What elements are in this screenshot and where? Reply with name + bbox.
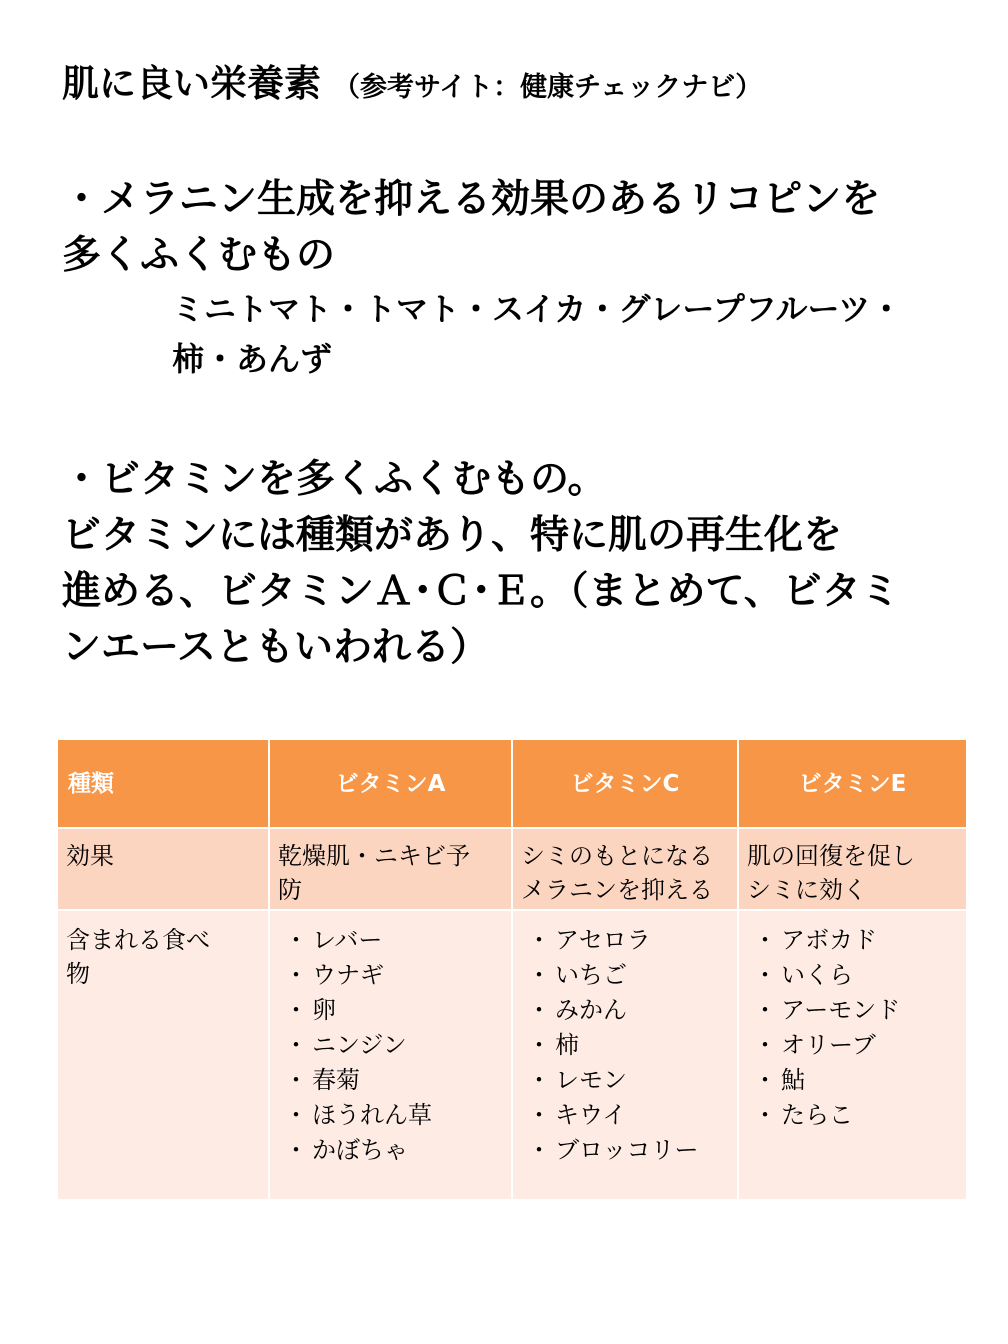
lycopene-heading-line: 多くふくむもの [62, 233, 336, 278]
lycopene-foods-line: 柿・あんず [172, 340, 333, 378]
bullet-mark: ・ [284, 996, 308, 1024]
list-item [521, 1098, 729, 1133]
food-list-vitamin-e [747, 923, 958, 1133]
lycopene-foods [172, 284, 962, 384]
bullet-mark: ・ [753, 996, 777, 1024]
list-item [747, 958, 958, 993]
effect-line: 防 [278, 876, 302, 904]
header-vitamin-c: ビタミンC [512, 740, 738, 828]
food-name: 春菊 [312, 1066, 360, 1094]
food-list-vitamin-a [278, 923, 503, 1168]
food-name: アーモンド [781, 996, 901, 1024]
list-item [521, 1028, 729, 1063]
effect-label: 効果 [58, 828, 269, 910]
bullet-mark: ・ [527, 1031, 551, 1059]
bullet-mark: ・ [284, 1031, 308, 1059]
lycopene-foods-line: ミニトマト・トマト・スイカ・グレープフルーツ・ [172, 290, 903, 328]
lycopene-section [62, 172, 962, 384]
title-main: 肌に良い栄養素 [62, 62, 321, 105]
list-item [747, 923, 958, 958]
table-row-foods [58, 910, 966, 1200]
food-name: ほうれん草 [312, 1101, 432, 1129]
food-name: いくら [781, 961, 853, 989]
vitamin-text-line: ビタミンには種類があり、特に肌の再生化を [62, 513, 843, 558]
table-header-row [58, 740, 966, 828]
list-item [521, 958, 729, 993]
page-title [62, 58, 982, 114]
food-name: アボカド [781, 926, 877, 954]
effect-vitamin-c [512, 828, 738, 910]
list-item [278, 1063, 503, 1098]
food-name: レバー [312, 926, 383, 954]
food-list-vitamin-c [521, 923, 729, 1168]
bullet-mark: ・ [527, 1101, 551, 1129]
effect-line: 乾燥肌・ニキビ予 [278, 842, 470, 870]
bullet-mark: ・ [284, 1136, 308, 1164]
food-name: ニンジン [312, 1031, 407, 1059]
vitamin-table [58, 740, 966, 1201]
bullet-mark: ・ [527, 996, 551, 1024]
food-name: キウイ [555, 1101, 627, 1129]
foods-vitamin-e [738, 910, 966, 1200]
bullet-mark: ・ [753, 1101, 777, 1129]
list-item [521, 923, 729, 958]
bullet-mark: ・ [753, 1031, 777, 1059]
food-name: たらこ [781, 1101, 853, 1129]
foods-vitamin-c [512, 910, 738, 1200]
list-item [747, 1063, 958, 1098]
effect-vitamin-e [738, 828, 966, 910]
food-name: レモン [555, 1066, 627, 1094]
bullet-mark: ・ [753, 926, 777, 954]
list-item [278, 958, 503, 993]
table-row-effect [58, 828, 966, 910]
list-item [278, 1133, 503, 1168]
list-item [521, 1133, 729, 1168]
list-item [521, 1063, 729, 1098]
foods-label [58, 910, 269, 1200]
header-kind: 種類 [58, 740, 269, 828]
food-name: かぼちゃ [312, 1136, 408, 1164]
vitamin-text-line: ・ビタミンを多くふくむもの。 [62, 457, 607, 502]
food-name: アセロラ [555, 926, 651, 954]
food-name: オリーブ [781, 1031, 876, 1059]
bullet-mark: ・ [284, 1101, 308, 1129]
food-name: 柿 [555, 1031, 579, 1059]
food-name: ブロッコリー [555, 1136, 699, 1164]
food-name: みかん [555, 996, 627, 1024]
list-item [747, 1098, 958, 1133]
effect-line: シミに効く [747, 876, 867, 904]
lycopene-heading-line: ・メラニン生成を抑える効果のあるリコピンを [62, 177, 881, 222]
bullet-mark: ・ [284, 961, 308, 989]
vitamin-text-line: ンエースともいわれる） [62, 625, 490, 670]
food-name: いちご [555, 961, 627, 989]
foods-label-line: 物 [66, 960, 90, 988]
bullet-mark: ・ [284, 1066, 308, 1094]
vitamin-text-line: 進める、ビタミンＡ･Ｃ･Ｅ。（まとめて、ビタミ [62, 569, 900, 614]
bullet-mark: ・ [753, 1066, 777, 1094]
effect-line: シミのもとになる [521, 842, 713, 870]
food-name: ウナギ [312, 961, 384, 989]
header-vitamin-a: ビタミンA [269, 740, 512, 828]
list-item [747, 1028, 958, 1063]
vitamin-section [62, 452, 962, 676]
effect-line: 肌の回復を促し [747, 842, 915, 870]
bullet-mark: ・ [527, 1066, 551, 1094]
list-item [521, 993, 729, 1028]
effect-line: メラニンを抑える [521, 876, 713, 904]
food-name: 卵 [312, 996, 336, 1024]
list-item [278, 993, 503, 1028]
bullet-mark: ・ [284, 926, 308, 954]
foods-label-line: 含まれる食べ [66, 926, 210, 954]
bullet-mark: ・ [527, 926, 551, 954]
header-vitamin-e: ビタミンE [738, 740, 966, 828]
foods-vitamin-a [269, 910, 512, 1200]
list-item [747, 993, 958, 1028]
title-source: （参考サイト：健康チェックナビ） [333, 72, 763, 103]
bullet-mark: ・ [527, 1136, 551, 1164]
bullet-mark: ・ [753, 961, 777, 989]
food-name: 鮎 [781, 1066, 805, 1094]
bullet-mark: ・ [527, 961, 551, 989]
list-item [278, 1028, 503, 1063]
list-item [278, 1098, 503, 1133]
list-item [278, 923, 503, 958]
effect-vitamin-a [269, 828, 512, 910]
